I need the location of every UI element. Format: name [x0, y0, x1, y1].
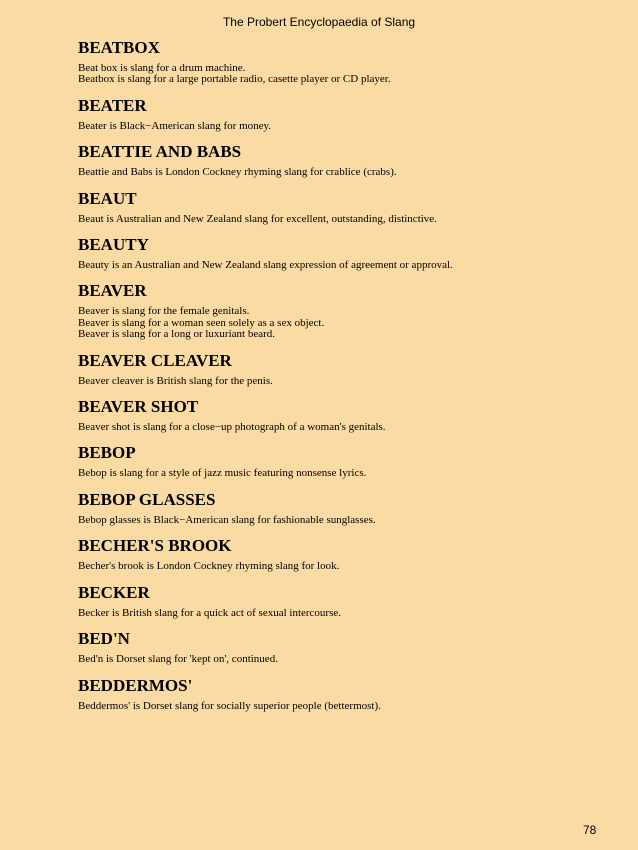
entry-definition: Beattie and Babs is London Cockney rhyming slang for crablice (crabs).: [78, 166, 397, 179]
entry-term: BECHER'S BROOK: [78, 536, 232, 556]
entry-definition: Beaver is slang for a woman seen solely as a sex object.: [78, 316, 325, 329]
entry-definition: Beddermos' is Dorset slang for socially superior people (bettermost).: [78, 699, 381, 712]
entry-definition: Becher's brook is London Cockney rhyming slang for look.: [78, 560, 340, 573]
entry-term: BEAUTY: [78, 235, 149, 255]
entry: [78, 676, 598, 712]
entry-definition: Bed'n is Dorset slang for 'kept on', continued.: [78, 653, 278, 666]
entry-term: BEAVER: [78, 281, 147, 301]
entry-definition: Beater is Black−American slang for money.: [78, 119, 272, 132]
entry-definition: Beaver cleaver is British slang for the penis.: [78, 374, 273, 387]
entry: [78, 235, 598, 271]
entry: [78, 38, 598, 86]
entry-list: [78, 38, 598, 722]
entry: [78, 490, 598, 526]
entry-definition: Beaver shot is slang for a close−up photograph of a woman's genitals.: [78, 421, 386, 434]
entry-definition: Becker is British slang for a quick act of sexual intercourse.: [78, 606, 342, 619]
entry-term: BECKER: [78, 582, 150, 602]
entry-term: BEAUT: [78, 188, 137, 208]
entry-term: BEAVER SHOT: [78, 397, 199, 417]
entry-definition: Bebop is slang for a style of jazz music featuring nonsense lyrics.: [78, 467, 367, 480]
entry: [78, 96, 598, 132]
entry: [78, 397, 598, 433]
entry: [78, 536, 598, 572]
entry-term: BEDDERMOS': [78, 675, 193, 695]
entry-definition: Beat box is slang for a drum machine.: [78, 62, 246, 74]
entry: [78, 189, 598, 225]
entry: [78, 629, 598, 665]
entry-term: BEATTIE AND BABS: [78, 142, 242, 162]
entry: [78, 351, 598, 387]
entry: [78, 443, 598, 479]
entry-definition: Beaver is slang for the female genitals.: [78, 305, 250, 318]
entry-definition: Beatbox is slang for a large portable radio, casette player or CD player.: [78, 73, 391, 86]
page-number: 78: [583, 823, 597, 837]
entry-definition: Beaver is slang for a long or luxuriant beard.: [78, 328, 276, 341]
entry-term: BEATER: [78, 95, 147, 115]
entry-definition: Bebop glasses is Black−American slang for fashionable sunglasses.: [78, 513, 376, 526]
entry-term: BEBOP GLASSES: [78, 489, 216, 509]
entry-term: BEATBOX: [78, 38, 160, 57]
entry-definition: Beaut is Australian and New Zealand slang for excellent, outstanding, distinctive.: [78, 212, 437, 225]
entry: [78, 281, 598, 340]
entry-term: BEBOP: [78, 443, 136, 463]
page-header: The Probert Encyclopaedia of Slang: [222, 15, 416, 29]
entry: [78, 142, 598, 178]
entry-term: BED'N: [78, 629, 130, 649]
entry: [78, 583, 598, 619]
entry-definition: Beauty is an Australian and New Zealand slang expression of agreement or approval.: [78, 259, 453, 272]
entry-term: BEAVER CLEAVER: [78, 350, 232, 370]
